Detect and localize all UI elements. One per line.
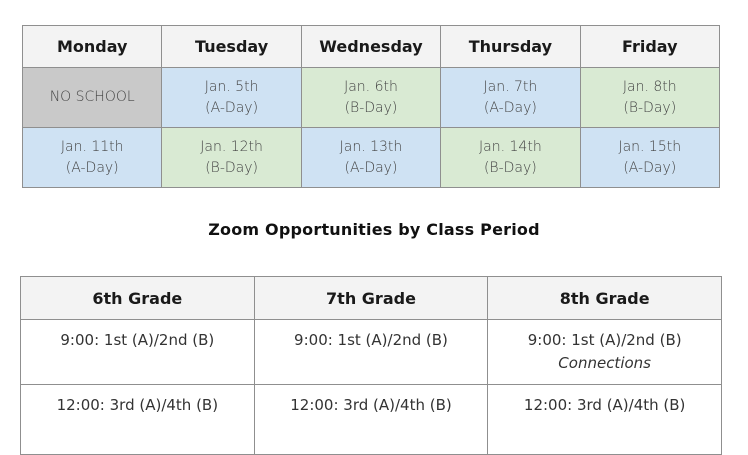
cell-date: Jan. 5th <box>204 78 259 95</box>
zoom-cell <box>254 385 488 455</box>
zoom-cell <box>488 385 722 455</box>
zoom-cell <box>21 320 255 385</box>
cell-day-type: (B-Day) <box>623 99 677 116</box>
cell-day-type: (A-Day) <box>483 99 537 116</box>
zoom-time: 9:00: 1st (A)/2nd (B) <box>527 331 682 349</box>
calendar-cell <box>301 68 440 128</box>
calendar-cell <box>162 68 301 128</box>
calendar-cell <box>301 128 440 188</box>
header-friday: Friday <box>580 26 719 68</box>
school-calendar-table <box>22 25 720 188</box>
cell-day-type: (B-Day) <box>483 159 537 176</box>
zoom-note: Connections <box>558 354 651 372</box>
cell-day-type: (B-Day) <box>205 159 258 176</box>
zoom-time: 12:00: 3rd (A)/4th (B) <box>523 396 686 414</box>
zoom-schedule-table <box>20 276 722 455</box>
calendar-cell-no-school <box>23 68 162 128</box>
header-tuesday: Tuesday <box>162 26 301 68</box>
calendar-cell <box>441 68 580 128</box>
calendar-cell <box>580 68 719 128</box>
cell-date: Jan. 6th <box>344 78 398 95</box>
cell-date: Jan. 7th <box>483 78 538 95</box>
zoom-time: 9:00: 1st (A)/2nd (B) <box>60 331 215 349</box>
header-8th-grade: 8th Grade <box>488 277 722 320</box>
cell-day-type: (A-Day) <box>623 159 677 176</box>
header-monday: Monday <box>23 26 162 68</box>
calendar-cell <box>162 128 301 188</box>
cell-date: Jan. 8th <box>622 78 677 95</box>
cell-date: Jan. 15th <box>618 138 682 155</box>
zoom-cell <box>488 320 722 385</box>
header-7th-grade: 7th Grade <box>254 277 488 320</box>
calendar-cell <box>580 128 719 188</box>
calendar-cell <box>441 128 580 188</box>
zoom-time: 12:00: 3rd (A)/4th (B) <box>56 396 219 414</box>
zoom-time: 9:00: 1st (A)/2nd (B) <box>294 331 448 349</box>
cell-date: Jan. 13th <box>339 138 403 155</box>
zoom-time: 12:00: 3rd (A)/4th (B) <box>290 396 452 414</box>
cell-day-type: (A-Day) <box>65 159 119 176</box>
cell-date: Jan. 14th <box>479 138 542 155</box>
header-wednesday: Wednesday <box>301 26 440 68</box>
section-title: Zoom Opportunities by Class Period <box>208 220 540 239</box>
calendar-cell <box>23 128 162 188</box>
calendar-week-2-row <box>23 128 720 188</box>
cell-date: NO SCHOOL <box>49 89 135 105</box>
calendar-header-row <box>23 26 720 68</box>
zoom-header-row <box>21 277 722 320</box>
zoom-row-morning <box>21 320 722 385</box>
cell-day-type: (A-Day) <box>344 159 398 176</box>
header-6th-grade: 6th Grade <box>21 277 255 320</box>
cell-day-type: (B-Day) <box>344 99 398 116</box>
cell-date: Jan. 12th <box>200 138 263 155</box>
zoom-row-noon <box>21 385 722 455</box>
cell-date: Jan. 11th <box>60 138 124 155</box>
calendar-week-1-row <box>23 68 720 128</box>
header-thursday: Thursday <box>441 26 580 68</box>
zoom-cell <box>21 385 255 455</box>
zoom-cell <box>254 320 488 385</box>
cell-day-type: (A-Day) <box>205 99 259 116</box>
